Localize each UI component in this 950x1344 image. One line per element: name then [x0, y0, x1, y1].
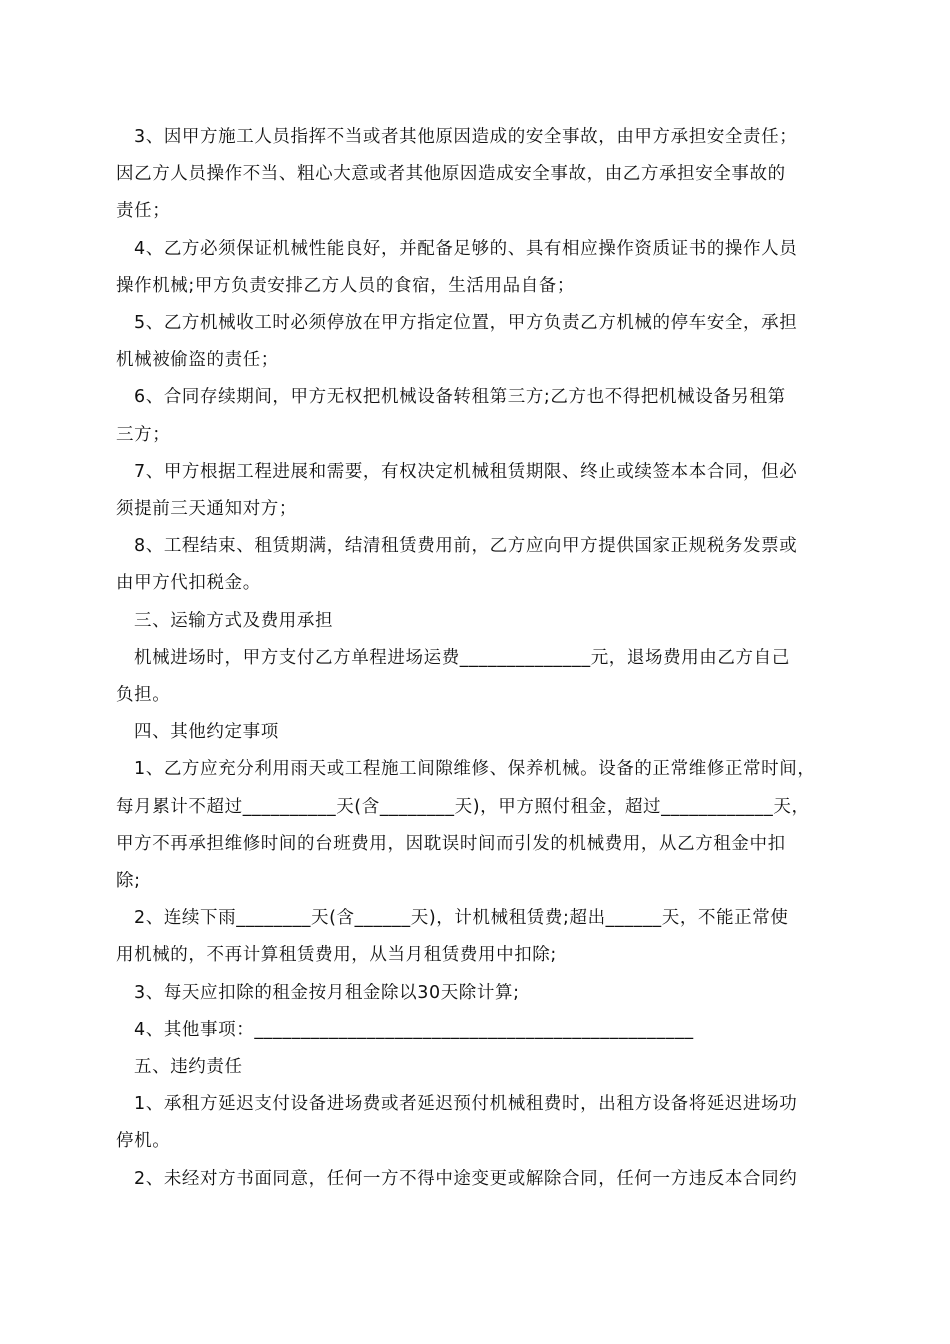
clause-6-line-2: 三方； [116, 424, 171, 445]
clause-8-line-2: 由甲方代扣税金。 [116, 573, 261, 594]
clause-3-line-2: 因乙方人员操作不当、粗心大意或者其他原因造成安全事故，由乙方承担安全事故的 [116, 164, 786, 185]
clause-8-line-1: 8、工程结束、租赁期满，结清租赁费用前，乙方应向甲方提供国家正规税务发票或 [134, 536, 798, 557]
other-item-2-line-2: 用机械的，不再计算租赁费用，从当月租赁费用中扣除; [116, 945, 557, 966]
clause-7-line-1: 7、甲方根据工程进展和需要，有权决定机械租赁期限、终止或续签本本合同，但必 [134, 461, 798, 482]
other-item-1-line-3: 甲方不再承担维修时间的台班费用，因耽误时间而引发的机械费用，从乙方租金中扣 [116, 833, 786, 854]
transport-line-2: 负担。 [116, 685, 171, 706]
clause-5-line-1: 5、乙方机械收工时必须停放在甲方指定位置，甲方负责乙方机械的停车安全，承担 [134, 313, 798, 334]
transport-line-1: 机械进场时，甲方支付乙方单程进场运费______________元，退场费用由乙方自己 [134, 647, 790, 668]
clause-7-line-2: 须提前三天通知对方； [116, 499, 297, 520]
clause-4-line-1: 4、乙方必须保证机械性能良好，并配备足够的、具有相应操作资质证书的操作人员 [134, 238, 798, 259]
contract-text-body [116, 119, 840, 1198]
breach-item-2-line-1: 2、未经对方书面同意，任何一方不得中途变更或解除合同，任何一方违反本合同约 [134, 1168, 798, 1189]
other-item-1-line-1: 1、乙方应充分利用雨天或工程施工间隙维修、保养机械。设备的正常维修正常时间， [134, 759, 816, 780]
other-item-2-line-1: 2、连续下雨________天(含______天)，计机械租赁费;超出______天，不能正常使 [134, 908, 789, 929]
clause-6-line-1: 6、合同存续期间，甲方无权把机械设备转租第三方;乙方也不得把机械设备另租第 [134, 387, 786, 408]
breach-item-1-line-2: 停机。 [116, 1131, 171, 1152]
clause-3-line-1: 3、因甲方施工人员指挥不当或者其他原因造成的安全事故，由甲方承担安全责任； [134, 127, 798, 147]
section-5-heading: 五、违约责任 [134, 1057, 243, 1078]
clause-3-line-3: 责任； [116, 201, 171, 222]
other-item-3-line-1: 3、每天应扣除的租金按月租金除以30天除计算; [134, 982, 520, 1003]
clause-4-line-2: 操作机械;甲方负责安排乙方人员的食宿，生活用品自备； [116, 275, 575, 296]
other-item-4-line-1: 4、其他事项：_______________________________________________ [134, 1019, 694, 1040]
section-4-heading: 四、其他约定事项 [134, 722, 279, 743]
other-item-1-line-4: 除; [116, 871, 141, 892]
breach-item-1-line-1: 1、承租方延迟支付设备进场费或者延迟预付机械租费时，出租方设备将延迟进场功 [134, 1094, 798, 1115]
section-3-heading: 三、运输方式及费用承担 [134, 610, 334, 631]
clause-5-line-2: 机械被偷盗的责任； [116, 350, 279, 371]
other-item-1-line-2: 每月累计不超过__________天(含________天)，甲方照付租金，超过____________天， [116, 796, 810, 817]
